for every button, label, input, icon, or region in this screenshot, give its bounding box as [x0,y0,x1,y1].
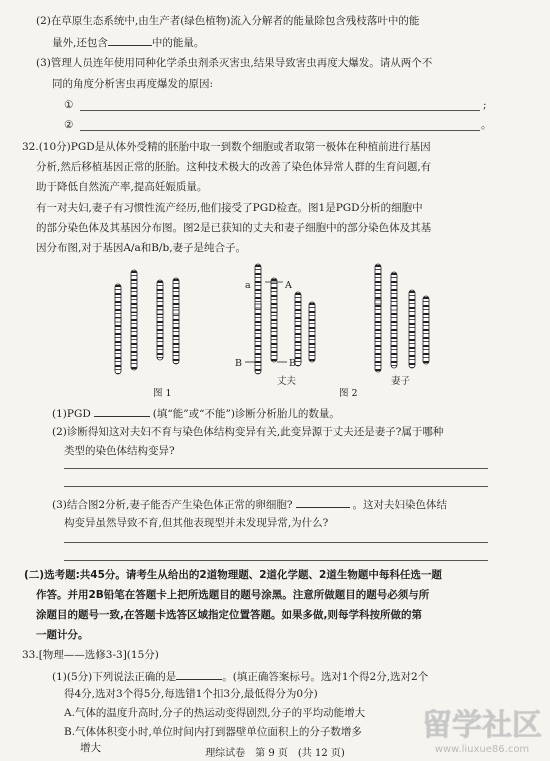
watermark-main: 留学社区 [422,708,542,743]
q32-3-line1 [52,496,532,513]
answer-line[interactable] [64,468,488,469]
fig1-caption: 图 1 [153,388,172,399]
wife-label: 妻子 [391,376,411,387]
q32-line4: 有一对夫妇,妻子有习惯性流产经历,他们接受了PGD检查。图1是PGD分析的细胞中 [36,202,423,214]
q31-2-line1: (2)在草原生态系统中,由生产者(绿色植物)流入分解者的能量除包含残枝落叶中的能 [36,15,420,27]
q33-title: 33.[物理——选修3-3](15分) [22,649,159,661]
section2-line4: 一题计分。 [36,629,89,641]
q31-2-line2 [52,34,532,51]
wife-chromosomes [375,264,429,372]
answer-blank[interactable] [176,668,222,680]
q32-line6: 因分布图,对于基因A/a和B/b,妻子是纯合子。 [36,242,247,254]
answer-line[interactable] [64,542,488,543]
text: 量外,还包含 [52,37,108,49]
q33-option-b: B.气体体积变小时,单位时间内打到器壁单位面积上的分子数增多 [64,726,362,738]
answer-blank[interactable] [94,405,150,417]
chromosome-figure [95,262,435,407]
watermark-url: www.liuxue86.com [434,744,530,755]
q32-line2: 分析,然后移植基因正常的胚胎。这种技术极大的改善了染色体异常人群的生育问题,有 [36,161,432,173]
q32-2-line1: (2)诊断得知这对夫妇不育与染色体结构变异有关,此变异源于丈夫还是妻子?属于哪种 [52,426,444,438]
semicolon: ; [483,99,487,111]
answer-line[interactable] [64,486,488,487]
q33-option-b-cont: 增大 [80,742,101,754]
gene-label-B1: B [235,358,242,369]
q32-line5: 的部分染色体及其基因分布图。图2是已获知的丈夫和妻子细胞中的部分染色体及其基 [36,222,432,234]
circle-2: ② [64,119,74,131]
fig1-chromosomes [115,270,179,374]
text: (填“能”或“不能”)诊断分析胎儿的数量。 [152,408,340,420]
husband-label: 丈夫 [277,376,297,387]
gene-label-A: A [285,280,292,291]
q32-3-line2: 构变异虽然导致不育,但其他表现型并未发现异常,为什么? [64,517,329,529]
q33-1-line2: 得4分,选对3个得5分,每选错1个扣3分,最低得分为0分) [64,688,318,700]
text: (1)(5分)下列说法正确的是 [52,671,177,683]
answer-line[interactable] [64,560,488,561]
chromosome-diagram [95,262,435,402]
husband-chromosomes [245,264,315,374]
page-footer: 理综试卷 第 9 页 (共 12 页) [205,748,345,759]
section2-line2: 作答。并用2B铅笔在答题卡上把所选题目的题号涂黑。注意所做题目的题号必须与所 [36,589,430,601]
circle-1: ① [64,99,74,111]
text: 。(填正确答案标号。选对1个得2分,选对2个 [222,671,429,683]
answer-line[interactable] [80,110,480,111]
q33-1-line1 [52,668,532,685]
q31-3-line2: 同的角度分析害虫再度爆发的原因: [52,78,214,90]
text: (1)PGD [52,408,91,420]
answer-blank[interactable] [108,34,152,46]
text: 。这对夫妇染色体结 [352,499,448,511]
section2-line1: (二)选考题:共45分。请考生从给出的2道物理题、2道化学题、2道生物题中每科任选一题 [24,569,442,581]
answer-blank[interactable] [296,496,350,508]
q32-2-line2: 类型的染色体结构变异? [64,445,175,457]
section2-line3: 涂题目的题号一致,在答题卡选答区域指定位置答题。如果多做,则每学科按所做的第 [36,609,422,621]
fig2-caption: 图 2 [339,388,358,399]
q31-3-line1: (3)管理人员连年使用同种化学杀虫剂杀灭害虫,结果导致害虫再度大爆发。请从两个不 [36,57,433,69]
answer-line[interactable] [80,130,480,131]
q32-line1: 32.(10分)PGD是从体外受精的胚胎中取一到数个细胞或者取第一极体在种植前进行基因 [22,141,431,153]
q32-line3: 助于降低自然流产率,提高妊娠质量。 [36,181,208,193]
gene-label-a: a [245,280,251,291]
period: 。 [481,119,492,131]
text: (3)结合图2分析,妻子能否产生染色体正常的卵细胞? [52,499,293,511]
text: 中的能量。 [151,37,205,49]
gene-label-B2: B [289,358,296,369]
q33-option-a: A.气体的温度升高时,分子的热运动变得剧烈,分子的平均动能增大 [64,707,366,719]
q32-1 [52,405,532,422]
